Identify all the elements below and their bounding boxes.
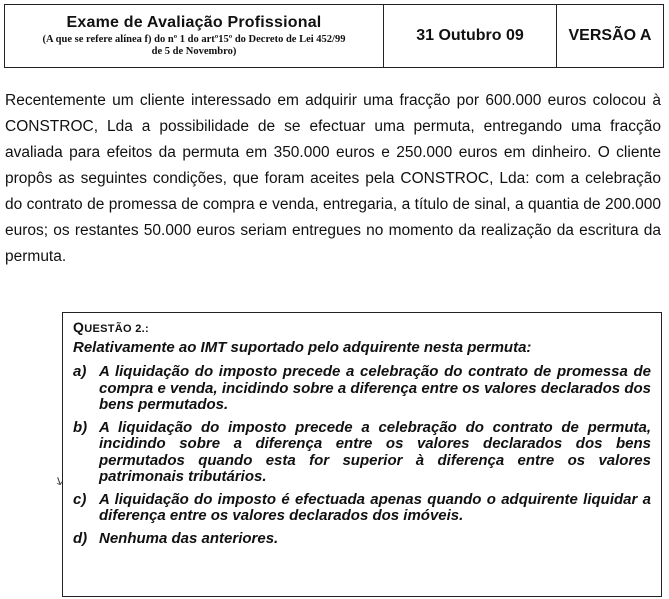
option-letter: b) [73, 418, 88, 436]
option-text: A liquidação do imposto é efectuada apenas quando o adquirente liquidar a diferença entre os valores declarados dos imóveis. [99, 490, 651, 524]
option-letter: c) [73, 490, 87, 508]
option-letter: a) [73, 363, 87, 380]
option-text: A liquidação do imposto precede a celebração do contrato de promessa de compra e venda, incidindo sobre a diferença entre os valores declarados dos bens permutados. [99, 363, 651, 413]
question-stem: Relativamente ao IMT suportado pelo adquirente nesta permuta: [73, 339, 532, 356]
exam-title: Exame de Avaliação Profissional [66, 14, 322, 31]
question-label-rest: UESTÃO 2.: [84, 323, 149, 335]
question-box [62, 312, 662, 597]
option-c[interactable] [73, 492, 651, 525]
option-letter: d) [73, 529, 88, 547]
header-title-cell [5, 5, 384, 67]
question-label [73, 319, 651, 335]
option-d[interactable] [73, 531, 651, 548]
legal-reference [5, 34, 383, 58]
exam-date: 31 Outubro 09 [384, 5, 557, 67]
exam-version: VERSÃO A [568, 27, 652, 44]
option-a[interactable] [73, 364, 651, 414]
exam-header [4, 4, 664, 68]
option-text: A liquidação do imposto precede a celebração do contrato de permuta, incidindo sobre a diferença entre os valores declarados dos bens permutados quando esta for superior à diferença entre os valores patrimonais tributários. [99, 418, 651, 485]
handwritten-mark-icon: ↆ [53, 473, 65, 489]
legal-reference-line-1: (A que se refere alínea f) do nº 1 do artº15º do Decreto de Lei 452/99 [42, 34, 346, 45]
option-b[interactable] [73, 420, 651, 486]
question-label-initial: Q [73, 319, 85, 335]
option-text: Nenhuma das anteriores. [99, 529, 279, 547]
legal-reference-line-2: de 5 de Novembro) [151, 46, 237, 57]
case-description: Recentemente um cliente interessado em adquirir uma fracção por 600.000 euros colocou à CONSTROC, Lda a possibilidade de se efectuar uma permuta, entregando uma fracção avaliada para efeitos da permuta em 350.000 euros e 250.000 euros em dinheiro. O cliente propôs as seguintes condições, que foram aceites pela CONSTROC, Lda: com a celebração do contrato de promessa de compra e venda, entregaria, a título de sinal, a quantia de 200.000 euros; os restantes 50.000 euros seriam entregues no momento da realização da escritura da permuta. [5, 92, 661, 265]
